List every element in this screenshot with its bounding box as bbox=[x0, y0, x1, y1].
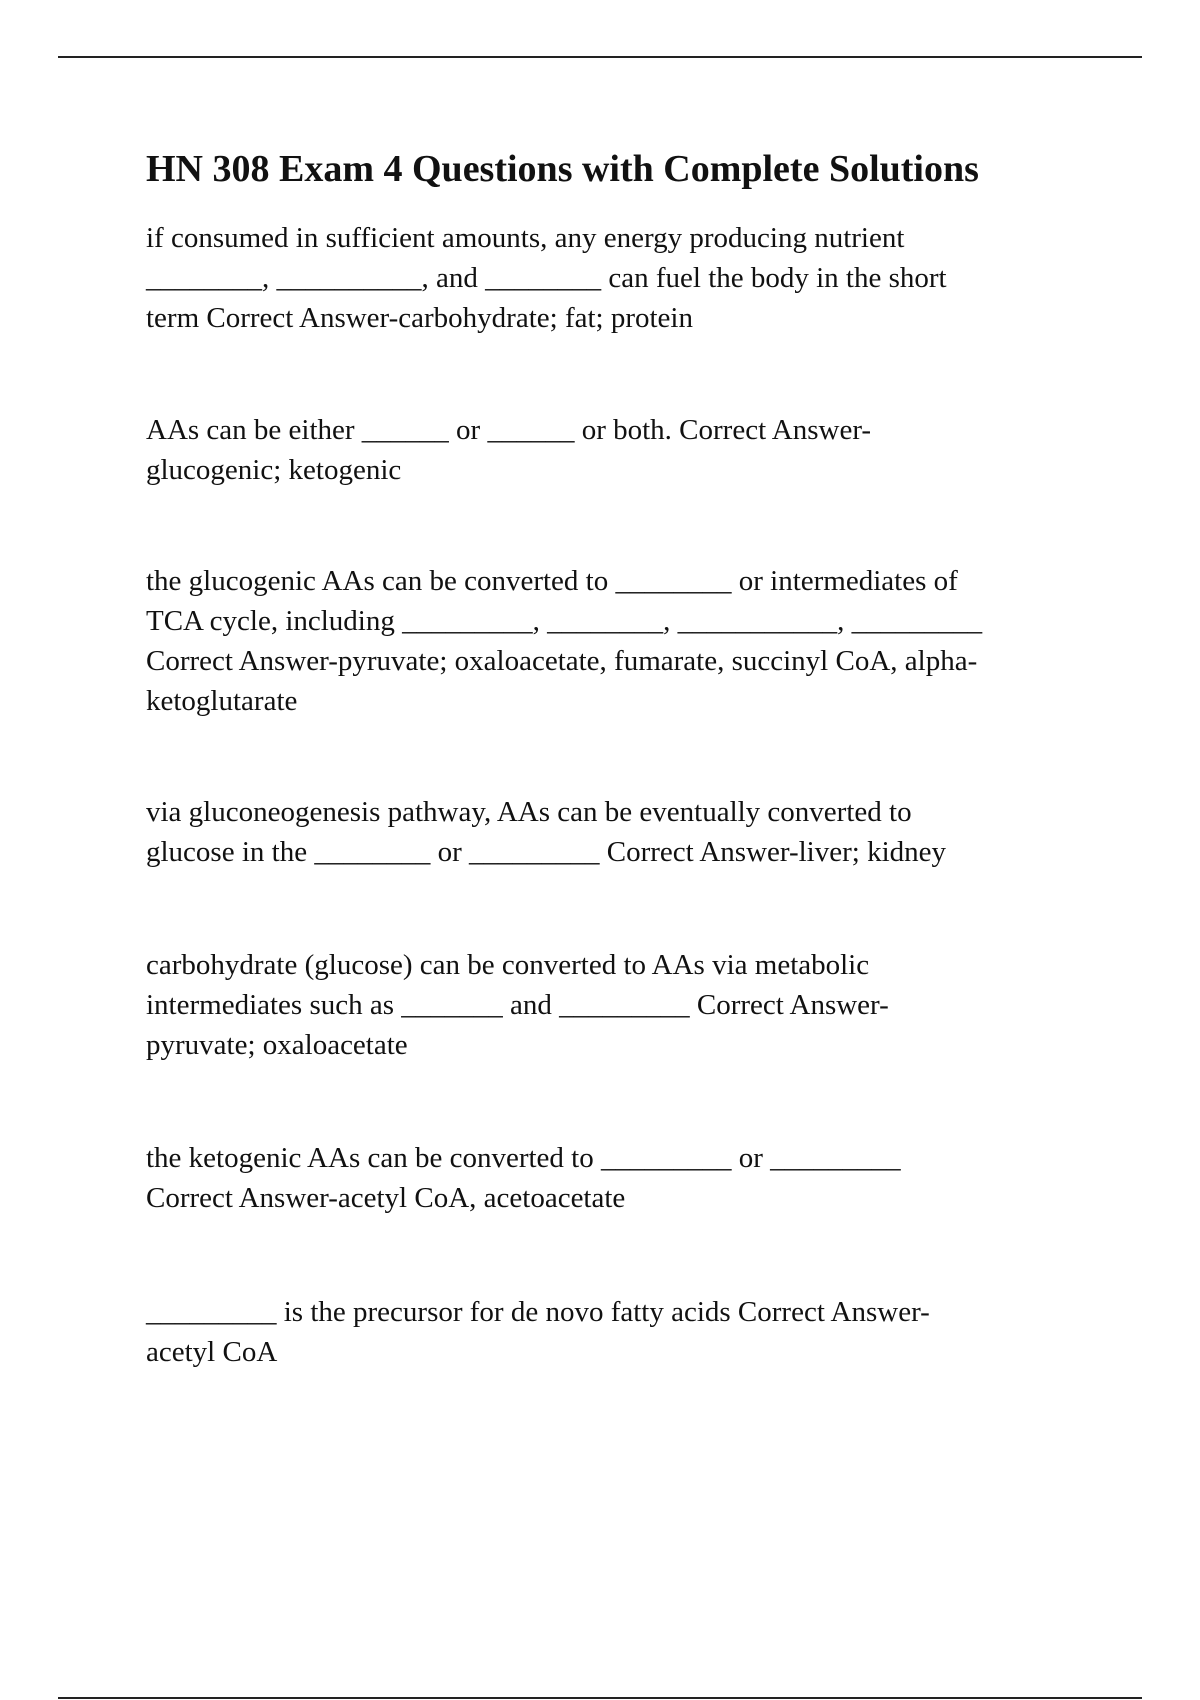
question-answer-5: carbohydrate (glucose) can be converted to AAs via metabolic intermediates such as _______ and _________ Correct Answer- pyruvate; oxaloacetate bbox=[146, 949, 889, 1061]
question-answer-4: via gluconeogenesis pathway, AAs can be eventually converted to glucose in the ________ or _________ Correct Answer-liver; kidney bbox=[146, 796, 946, 868]
document-title: HN 308 Exam 4 Questions with Complete Solutions bbox=[146, 148, 979, 190]
bottom-divider bbox=[58, 1697, 1142, 1699]
question-answer-6: the ketogenic AAs can be converted to _________ or _________ Correct Answer-acetyl CoA, acetoacetate bbox=[146, 1142, 901, 1214]
question-answer-2: AAs can be either ______ or ______ or both. Correct Answer- glucogenic; ketogenic bbox=[146, 414, 872, 486]
question-answer-3: the glucogenic AAs can be converted to ________ or intermediates of TCA cycle, including _________, ________, ___________, _________ Correct Answer-pyruvate; oxaloacetate, fumarate, succinyl CoA, alpha- ketoglutarate bbox=[146, 565, 983, 717]
question-answer-7: _________ is the precursor for de novo fatty acids Correct Answer- acetyl CoA bbox=[146, 1296, 930, 1368]
document-body bbox=[146, 146, 1086, 1372]
question-answer-1: if consumed in sufficient amounts, any energy producing nutrient ________, __________, and ________ can fuel the body in the short term Correct Answer-carbohydrate; fat; protein bbox=[146, 222, 947, 334]
top-divider bbox=[58, 56, 1142, 58]
